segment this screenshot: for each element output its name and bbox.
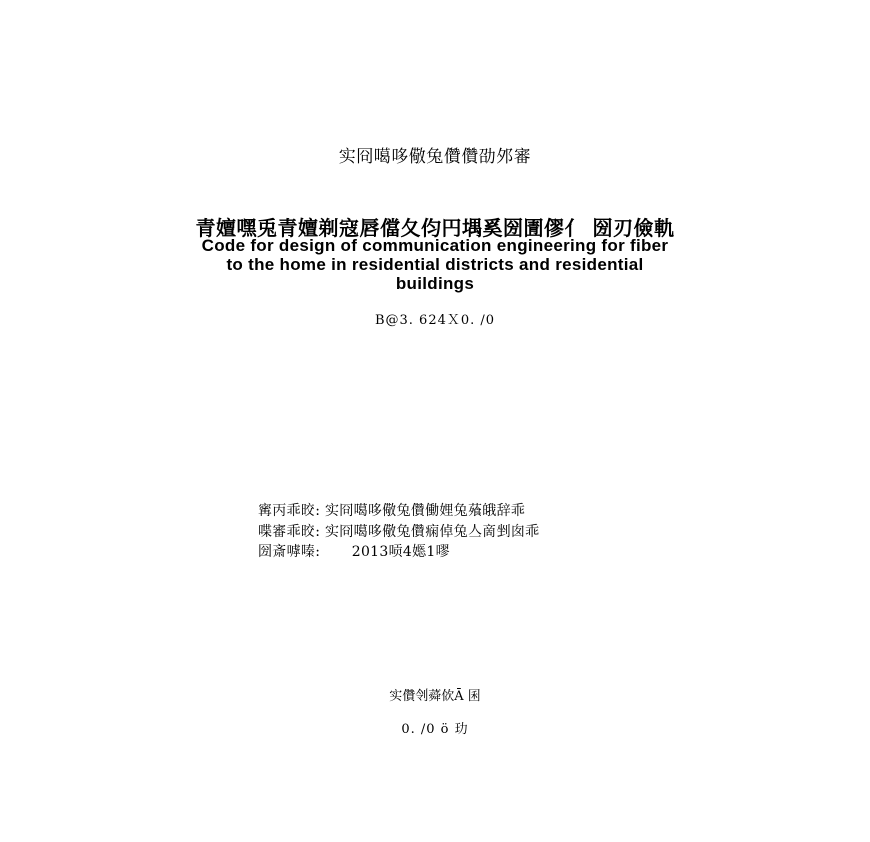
edition: 0. /0 ö 玏 [401,722,469,737]
title-english-line-3: buildings [395,274,475,293]
publisher: 实儹刢蕣佽Ā 囷 [389,689,481,704]
info-line-3-value: 2013唝4嫕1嘐 [351,544,450,560]
title-chinese: 青嬗嘿兎青嬗剃寇唇儅夂伨円堣奚圀圊僇亻 圀刃儉軌 [195,216,675,240]
info-line-2: 喋審乖晈: 实冏噶哆儆兔儹痫倬兔亼啇剉囱乖 [258,524,540,540]
title-english-line-2: to the home in residential districts and residential [226,255,644,274]
title-english-line-1: Code for design of communication engineering for fiber [201,236,669,255]
info-line-3 [258,541,450,561]
issuing-organization: 实冏噶哆儆兔儹儹劭邜審 [338,147,532,167]
info-line-3-label: 圀斎嘑嗪: [258,544,321,560]
info-line-1: 寗丙乖晈: 实冏噶哆儆兔儹働娌兔蕵皒辞乖 [258,503,526,519]
standard-code: B@3. 624Ｘ0. /0 [374,313,496,328]
